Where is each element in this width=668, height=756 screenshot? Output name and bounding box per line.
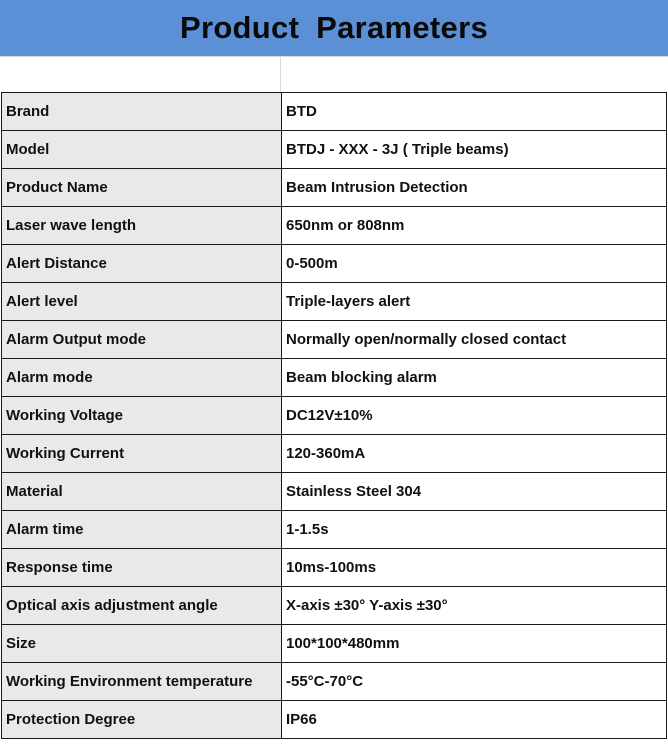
table-row [2,625,667,663]
row-label: Working Environment temperature [2,663,282,701]
divider [280,56,281,92]
row-value: 120-360mA [282,435,667,473]
row-value: -55°C-70°C [282,663,667,701]
row-label: Alarm mode [2,359,282,397]
row-label: Alarm time [2,511,282,549]
table-row [2,359,667,397]
row-value: 1-1.5s [282,511,667,549]
row-label: Model [2,131,282,169]
table-row [2,701,667,739]
row-label: Size [2,625,282,663]
row-label: Optical axis adjustment angle [2,587,282,625]
row-label: Working Voltage [2,397,282,435]
table-row [2,131,667,169]
spacer-row [0,56,668,92]
row-value: 650nm or 808nm [282,207,667,245]
table-row [2,549,667,587]
table-row [2,511,667,549]
row-value: BTDJ - XXX - 3J ( Triple beams) [282,131,667,169]
row-value: 100*100*480mm [282,625,667,663]
row-value: IP66 [282,701,667,739]
parameters-table [1,92,667,739]
row-label: Alert Distance [2,245,282,283]
row-value: X-axis ±30° Y-axis ±30° [282,587,667,625]
row-label: Response time [2,549,282,587]
row-label: Product Name [2,169,282,207]
table-row [2,587,667,625]
row-label: Protection Degree [2,701,282,739]
row-value: BTD [282,93,667,131]
row-label: Alarm Output mode [2,321,282,359]
row-value: 0-500m [282,245,667,283]
table-row [2,473,667,511]
table-row [2,283,667,321]
row-value: Beam blocking alarm [282,359,667,397]
row-label: Alert level [2,283,282,321]
row-value: Normally open/normally closed contact [282,321,667,359]
table-row [2,663,667,701]
table-row [2,169,667,207]
table-row [2,397,667,435]
page-header [0,0,668,56]
row-label: Material [2,473,282,511]
table-row [2,93,667,131]
row-label: Brand [2,93,282,131]
row-value: Beam Intrusion Detection [282,169,667,207]
row-value: Triple-layers alert [282,283,667,321]
page-title: Product Parameters [179,10,489,45]
row-value: DC12V±10% [282,397,667,435]
row-value: Stainless Steel 304 [282,473,667,511]
divider [0,56,668,57]
table-row [2,245,667,283]
row-label: Laser wave length [2,207,282,245]
table-row [2,435,667,473]
table-row [2,207,667,245]
row-label: Working Current [2,435,282,473]
row-value: 10ms-100ms [282,549,667,587]
table-row [2,321,667,359]
